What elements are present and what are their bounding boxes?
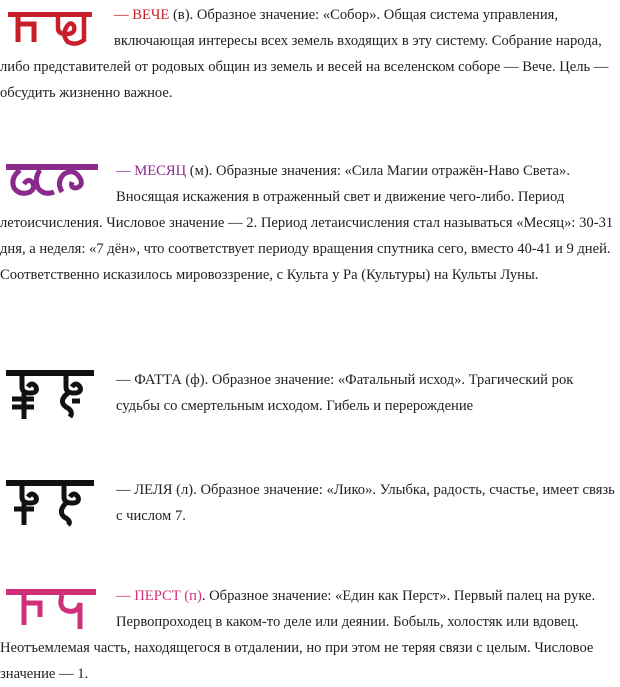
- entry-name: — ЛЕЛЯ: [116, 482, 173, 498]
- entry-description: (л). Образное значение: «Лико». Улыбка, радость, счастье, имеет связь с числом 7.: [116, 482, 615, 524]
- entry-mesyac: [0, 158, 616, 288]
- entry-description: (в). Образное значение: «Собор». Общая система управления, включающая интересы всех земель входящих в эту систему. Собрание народа, либо представителей от родовых общин из земель и весей на вселенском соборе — Вече. Цель — обсудить жизненно важное.: [0, 7, 609, 101]
- entry-veche: [0, 2, 616, 106]
- entry-perst: [0, 583, 616, 687]
- entry-lelya: [0, 477, 616, 529]
- entry-name: — ПЕРСТ: [116, 588, 181, 604]
- entry-description: (ф). Образное значение: «Фатальный исход». Трагический рок судьбы со смертельным исходом. Гибель и перерождение: [116, 372, 574, 414]
- lelya-glyph-icon: [0, 477, 104, 529]
- veche-glyph-icon: [0, 2, 102, 52]
- entry-name: — ФАТТА: [116, 372, 182, 388]
- entry-letter: (п): [180, 588, 202, 604]
- mesyac-glyph-icon: [0, 158, 104, 208]
- entry-name: — ВЕЧЕ: [114, 7, 170, 23]
- entry-name: — МЕСЯЦ: [116, 163, 187, 179]
- entry-description: . Образное значение: «Един как Перст». Первый палец на руке. Первопроходец в каком-то деле или деянии. Бобыль, холостяк или вдовец. Неотъемлемая часть, находящегося в отдалении, но при этом не теряя связи с целым. Числовое значение — 1.: [0, 588, 596, 682]
- perst-glyph-icon: [0, 583, 104, 633]
- fatta-glyph-icon: [0, 367, 104, 423]
- entry-description: (м). Образные значения: «Сила Магии отражён-Наво Света». Вносящая искажения в отраженный свет и движение чего-либо. Период летоисчисления. Числовое значение — 2. Период летаисчисления стал называться «Месяц»: 30-31 дня, а неделя: «7 дён», что соответствует периоду вращения спутника сего, вместо 40-41 и 9 дней. Соответственно исказилось мировоззрение, с Культа у Ра (Культуры) на Культы Луны.: [0, 163, 614, 283]
- entry-fatta: [0, 367, 616, 423]
